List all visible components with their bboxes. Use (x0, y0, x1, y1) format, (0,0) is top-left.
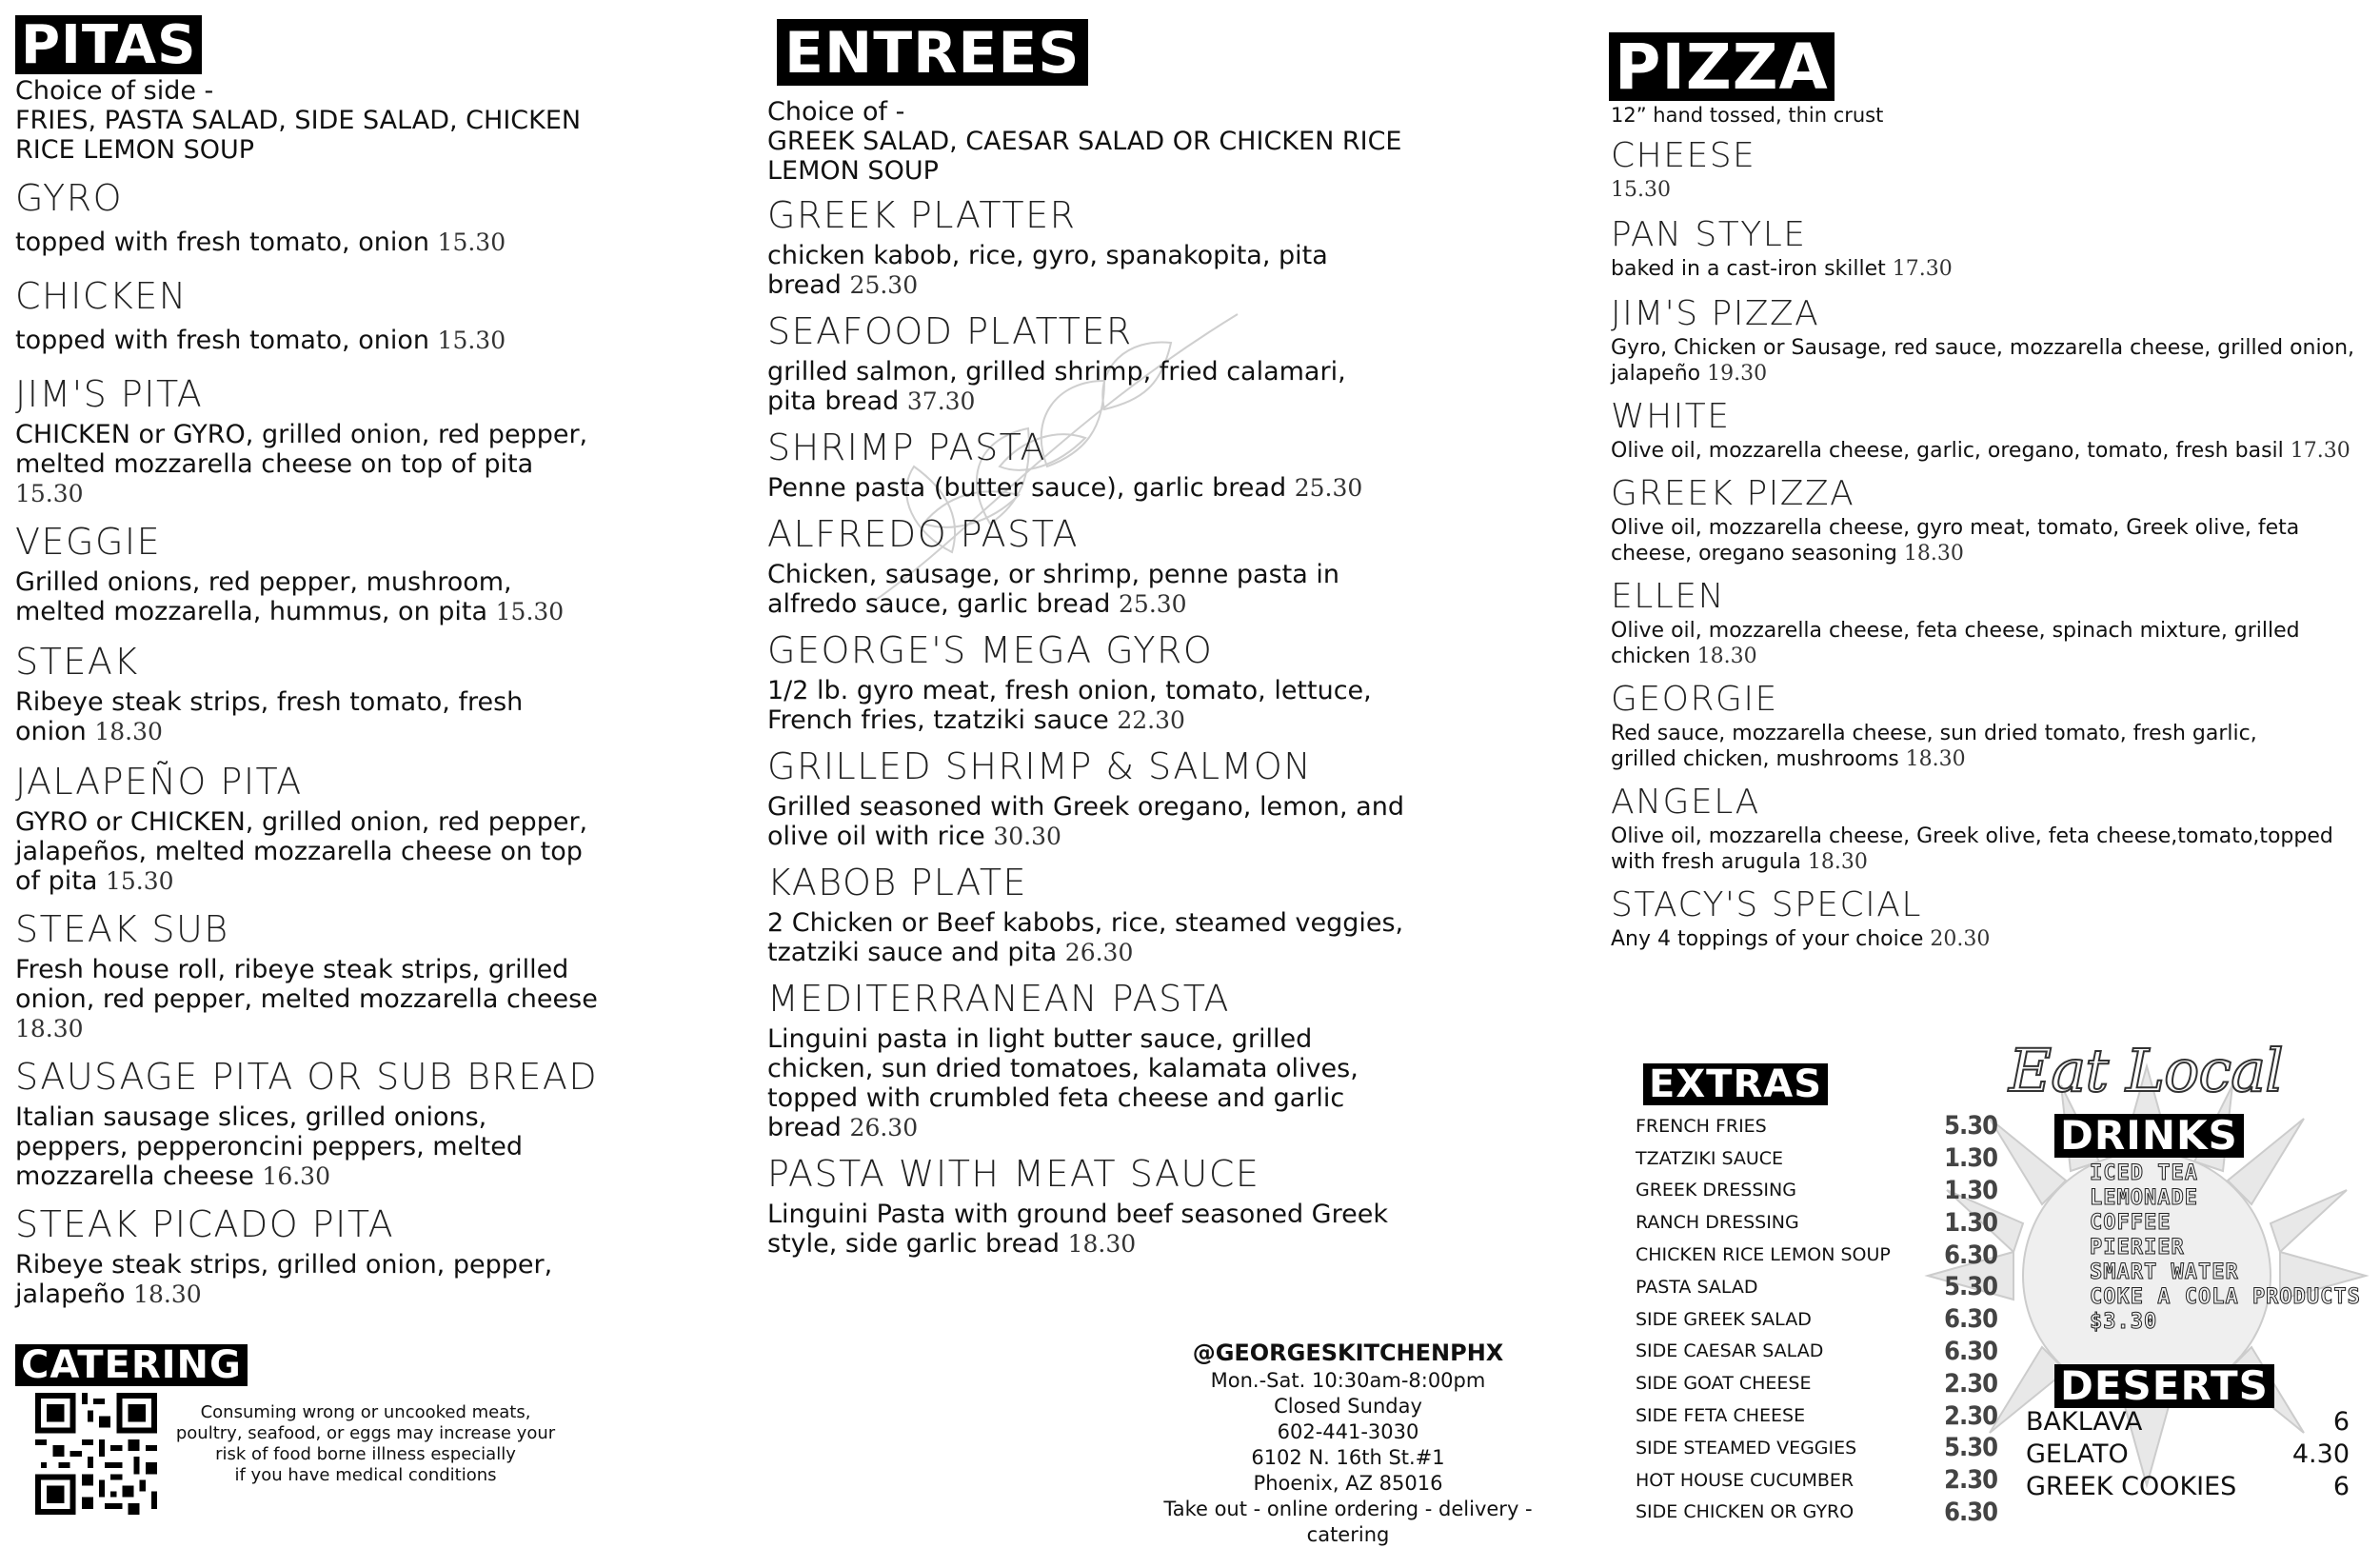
item-desc: Fresh house roll, ribeye steak strips, grilled onion, red pepper, melted mozzarella cheese (15, 955, 598, 1014)
services: Take out - online ordering - delivery - catering (1163, 1498, 1533, 1546)
item-desc: Red sauce, mozzarella cheese, sun dried tomato, fresh garlic, grilled chicken, mushrooms (1611, 722, 2257, 771)
item-price: 16.30 (262, 1162, 330, 1190)
warning-line4: if you have medical conditions (234, 1465, 497, 1485)
restaurant-info (1120, 1338, 1577, 1548)
item-name: SEAFOOD PLATTER (767, 310, 1133, 352)
pizza-note: 12” hand tossed, thin crust (1611, 104, 1884, 127)
menu-item (767, 628, 1491, 735)
menu-item (767, 977, 1491, 1142)
warning-line3: risk of food borne illness especially (215, 1444, 516, 1464)
item-name: GRILLED SHRIMP & SALMON (767, 745, 1313, 787)
warning-line1: Consuming wrong or uncooked meats, (200, 1402, 531, 1422)
item-name: SHRIMP PASTA (767, 427, 1046, 468)
item-price: 18.30 (94, 718, 163, 745)
item-price: 18.30 (1696, 645, 1757, 668)
item-name: JALAPEÑO PITA (15, 761, 303, 803)
item-desc: Italian sausage slices, grilled onions, peppers, pepperoncini peppers, melted mozzarella cheese (15, 1102, 524, 1191)
extra-price: 6.30 (1944, 1497, 1997, 1527)
extra-price: 1.30 (1944, 1143, 1997, 1174)
item-desc: grilled salmon, grilled shrimp, fried calamari, pita bread (767, 357, 1346, 416)
extras-row (1636, 1142, 1997, 1175)
entrees-note-line2: GREEK SALAD, CAESAR SALAD OR CHICKEN RICE (767, 127, 1402, 156)
extras-list (1636, 1110, 1997, 1528)
drink-item: PIERIER (2090, 1236, 2185, 1260)
eat-local-logo: Eat Local (2009, 1036, 2283, 1105)
item-name: VEGGIE (15, 521, 162, 563)
menu-item (767, 744, 1491, 851)
item-name: CHEESE (1611, 136, 1756, 175)
desert-price: 4.30 (2291, 1439, 2350, 1469)
item-desc: Any 4 toppings of your choice (1611, 927, 1924, 951)
pizza-section (1611, 0, 2372, 952)
extras-row (1636, 1239, 1997, 1271)
extra-price: 6.30 (1944, 1304, 1997, 1335)
extra-name: CHICKEN RICE LEMON SOUP (1636, 1244, 1891, 1266)
desert-name: GREEK COOKIES (2026, 1472, 2237, 1501)
item-name: GYRO (15, 177, 124, 219)
hours: Mon.-Sat. 10:30am-8:00pm (1210, 1369, 1486, 1392)
item-price: 25.30 (1294, 474, 1363, 502)
extras-row (1636, 1271, 1997, 1303)
item-name: CHICKEN (15, 275, 188, 317)
item-name: PAN STYLE (1611, 215, 1807, 254)
item-desc: Olive oil, mozzarella cheese, gyro meat, tomato, Greek olive, feta cheese, oregano seasoning (1611, 516, 2300, 566)
social-handle: @GEORGESKITCHENPHX (1192, 1340, 1504, 1366)
item-desc: baked in a cast-iron skillet (1611, 257, 1886, 281)
item-name: GEORGIE (1611, 680, 1778, 719)
pitas-note-line3: RICE LEMON SOUP (15, 135, 255, 165)
pitas-title: PITAS (15, 15, 202, 74)
drink-item: ICED TEA (2090, 1161, 2198, 1185)
menu-item (1611, 135, 2372, 203)
menu-item (1611, 293, 2372, 387)
item-name: GREEK PLATTER (767, 194, 1077, 236)
desert-price: 6 (2332, 1407, 2350, 1437)
item-price: 18.30 (1807, 850, 1868, 874)
closed-day: Closed Sunday (1274, 1395, 1422, 1418)
drink-price: $3.30 (2090, 1310, 2158, 1334)
item-price: 26.30 (849, 1114, 919, 1141)
item-price: 17.30 (2290, 439, 2350, 463)
menu-item (15, 176, 758, 257)
item-desc: chicken kabob, rice, gyro, spanakopita, pita bread (767, 241, 1328, 300)
desert-price: 6 (2332, 1472, 2350, 1501)
item-name: JIM'S PIZZA (1611, 294, 1820, 333)
extra-name: SIDE GOAT CHEESE (1636, 1373, 1812, 1395)
menu-item (767, 193, 1491, 300)
entrees-title: ENTREES (777, 19, 1088, 86)
item-name: MEDITERRANEAN PASTA (767, 978, 1231, 1020)
deserts-list (2026, 1406, 2350, 1503)
item-desc: Ribeye steak strips, grilled onion, pepper, jalapeño (15, 1250, 553, 1309)
item-name: STEAK SUB (15, 908, 229, 950)
item-price: 15.30 (105, 867, 174, 895)
menu-item (1611, 576, 2372, 669)
item-price: 25.30 (1119, 590, 1187, 618)
extra-name: RANCH DRESSING (1636, 1212, 1799, 1234)
item-name: GREEK PIZZA (1611, 474, 1855, 513)
item-name: WHITE (1611, 397, 1731, 436)
menu-item (15, 760, 758, 896)
extras-row (1636, 1399, 1997, 1432)
extra-name: FRENCH FRIES (1636, 1115, 1767, 1137)
extras-row (1636, 1497, 1997, 1529)
desert-row (2026, 1439, 2350, 1471)
item-name: STEAK PICADO PITA (15, 1203, 395, 1245)
item-desc: Olive oil, mozzarella cheese, Greek olive, feta cheese,tomato,topped with fresh arugula (1611, 824, 2333, 874)
extra-name: SIDE GREEK SALAD (1636, 1308, 1812, 1330)
item-desc: GYRO or CHICKEN, grilled onion, red pepper, jalapeños, melted mozzarella cheese on top of pita (15, 807, 588, 896)
item-desc: Olive oil, mozzarella cheese, garlic, oregano, tomato, fresh basil (1611, 439, 2284, 463)
menu-item (15, 372, 758, 508)
pitas-section (15, 0, 758, 1309)
extra-price: 1.30 (1944, 1207, 1997, 1238)
extras-row (1636, 1206, 1997, 1239)
item-price: 15.30 (437, 228, 506, 256)
item-price: 25.30 (849, 271, 919, 299)
entrees-section (767, 0, 1491, 1259)
item-name: ALFREDO PASTA (767, 513, 1080, 555)
extras-row (1636, 1336, 1997, 1368)
item-name: ANGELA (1611, 783, 1760, 822)
item-name: GEORGE'S MEGA GYRO (767, 629, 1214, 671)
extra-price: 6.30 (1944, 1240, 1997, 1270)
desert-row (2026, 1406, 2350, 1439)
drink-item: SMART WATER (2090, 1260, 2239, 1284)
extra-name: SIDE CAESAR SALAD (1636, 1340, 1824, 1362)
item-desc: Ribeye steak strips, fresh tomato, fresh onion (15, 687, 524, 746)
extra-name: SIDE CHICKEN OR GYRO (1636, 1501, 1854, 1523)
extra-price: 2.30 (1944, 1368, 1997, 1399)
item-price: 22.30 (1117, 706, 1185, 734)
item-name: STACY'S SPECIAL (1611, 885, 1922, 924)
item-price: 19.30 (1707, 362, 1768, 386)
item-name: STEAK (15, 641, 139, 683)
drinks-list (2090, 1161, 2361, 1335)
pizza-title: PIZZA (1609, 32, 1835, 101)
desert-name: BAKLAVA (2026, 1407, 2143, 1437)
item-desc: 1/2 lb. gyro meat, fresh onion, tomato, lettuce, French fries, tzatziki sauce (767, 676, 1372, 735)
pitas-note-line2: FRIES, PASTA SALAD, SIDE SALAD, CHICKEN (15, 106, 582, 135)
item-desc: Grilled seasoned with Greek oregano, lemon, and olive oil with rice (767, 792, 1404, 851)
menu-item (767, 1152, 1491, 1259)
menu-item (15, 640, 758, 746)
item-desc: CHICKEN or GYRO, grilled onion, red pepper, melted mozzarella cheese on top of pita (15, 420, 588, 479)
extras-row (1636, 1175, 1997, 1207)
address-line1: 6102 N. 16th St.#1 (1251, 1446, 1445, 1469)
item-price: 18.30 (1903, 542, 1964, 566)
menu-item (1611, 396, 2372, 464)
extras-row (1636, 1432, 1997, 1464)
extra-price: 6.30 (1944, 1336, 1997, 1366)
item-price: 18.30 (15, 1015, 84, 1042)
extra-price: 1.30 (1944, 1175, 1997, 1205)
item-price: 20.30 (1930, 927, 1991, 951)
menu-item (767, 861, 1491, 967)
entrees-note-line1: Choice of - (767, 97, 905, 127)
item-name: JIM'S PITA (15, 373, 204, 415)
item-desc: Grilled onions, red pepper, mushroom, melted mozzarella, hummus, on pita (15, 567, 512, 626)
item-price: 37.30 (906, 387, 976, 415)
item-desc: topped with fresh tomato, onion (15, 228, 429, 257)
menu-item (15, 274, 758, 355)
phone: 602-441-3030 (1277, 1420, 1419, 1443)
extras-row (1636, 1464, 1997, 1497)
menu-item (767, 309, 1491, 416)
item-name: SAUSAGE PITA OR SUB BREAD (15, 1056, 599, 1098)
catering-title: CATERING (15, 1344, 248, 1386)
item-price: 18.30 (133, 1280, 202, 1308)
item-desc: Linguini Pasta with ground beef seasoned Greek style, side garlic bread (767, 1200, 1388, 1259)
extras-row (1636, 1303, 1997, 1336)
menu-item (15, 520, 758, 626)
item-desc: Chicken, sausage, or shrimp, penne pasta in alfredo sauce, garlic bread (767, 560, 1339, 619)
drink-item: COFFEE (2090, 1211, 2172, 1235)
desert-name: GELATO (2026, 1439, 2129, 1469)
item-price: 15.30 (495, 598, 565, 625)
extras-row (1636, 1110, 1997, 1142)
extra-name: SIDE FETA CHEESE (1636, 1405, 1806, 1427)
item-price: 26.30 (1064, 939, 1134, 966)
extra-name: GREEK DRESSING (1636, 1180, 1796, 1201)
item-price: 17.30 (1892, 257, 1953, 281)
extra-price: 5.30 (1944, 1272, 1997, 1302)
item-desc: Penne pasta (butter sauce), garlic bread (767, 473, 1287, 503)
item-desc: Linguini pasta in light butter sauce, grilled chicken, sun dried tomatoes, kalamata olives, topped with crumbled feta cheese and garlic bread (767, 1024, 1359, 1142)
item-name: KABOB PLATE (767, 862, 1028, 903)
item-price: 15.30 (1611, 178, 1671, 202)
extra-name: HOT HOUSE CUCUMBER (1636, 1469, 1854, 1491)
menu-item (15, 1202, 758, 1309)
item-desc: 2 Chicken or Beef kabobs, rice, steamed veggies, tzatziki sauce and pita (767, 908, 1404, 967)
drink-item: LEMONADE (2090, 1186, 2198, 1210)
extra-price: 5.30 (1944, 1433, 1997, 1463)
extras-row (1636, 1367, 1997, 1399)
menu-item (767, 426, 1491, 503)
menu-item (1611, 473, 2372, 566)
warning-line2: poultry, seafood, or eggs may increase your (175, 1423, 556, 1443)
item-name: PASTA WITH MEAT SAUCE (767, 1153, 1260, 1195)
menu-item (15, 907, 758, 1043)
item-price: 15.30 (15, 480, 84, 507)
drink-item: COKE A COLA PRODUCTS (2090, 1285, 2361, 1309)
extra-name: SIDE STEAMED VEGGIES (1636, 1437, 1857, 1459)
menu-item (1611, 782, 2372, 875)
pitas-note-line1: Choice of side - (15, 76, 214, 106)
item-price: 30.30 (993, 823, 1061, 850)
extra-name: PASTA SALAD (1636, 1276, 1758, 1298)
qr-code-icon (35, 1393, 157, 1515)
item-name: ELLEN (1611, 577, 1726, 616)
extra-name: TZATZIKI SAUCE (1636, 1147, 1784, 1169)
desert-row (2026, 1471, 2350, 1503)
menu-item (1611, 214, 2372, 282)
extras-title: EXTRAS (1643, 1063, 1828, 1105)
menu-item (1611, 679, 2372, 772)
item-price: 18.30 (1905, 747, 1966, 771)
drinks-title: DRINKS (2054, 1114, 2244, 1158)
food-safety-warning (166, 1402, 565, 1486)
extra-price: 5.30 (1944, 1111, 1997, 1141)
item-price: 18.30 (1067, 1230, 1137, 1258)
entrees-note-line3: LEMON SOUP (767, 156, 939, 186)
menu-item (15, 1055, 758, 1191)
item-desc: Olive oil, mozzarella cheese, feta cheese, spinach mixture, grilled chicken (1611, 619, 2300, 668)
deserts-title: DESERTS (2054, 1364, 2274, 1408)
menu-item (1611, 884, 2372, 952)
menu-item (767, 512, 1491, 619)
item-desc: Gyro, Chicken or Sausage, red sauce, mozzarella cheese, grilled onion, jalapeño (1611, 336, 2354, 386)
extra-price: 2.30 (1944, 1400, 1997, 1431)
extra-price: 2.30 (1944, 1465, 1997, 1496)
address-line2: Phoenix, AZ 85016 (1253, 1472, 1443, 1495)
item-price: 15.30 (437, 327, 506, 354)
item-desc: topped with fresh tomato, onion (15, 326, 429, 355)
